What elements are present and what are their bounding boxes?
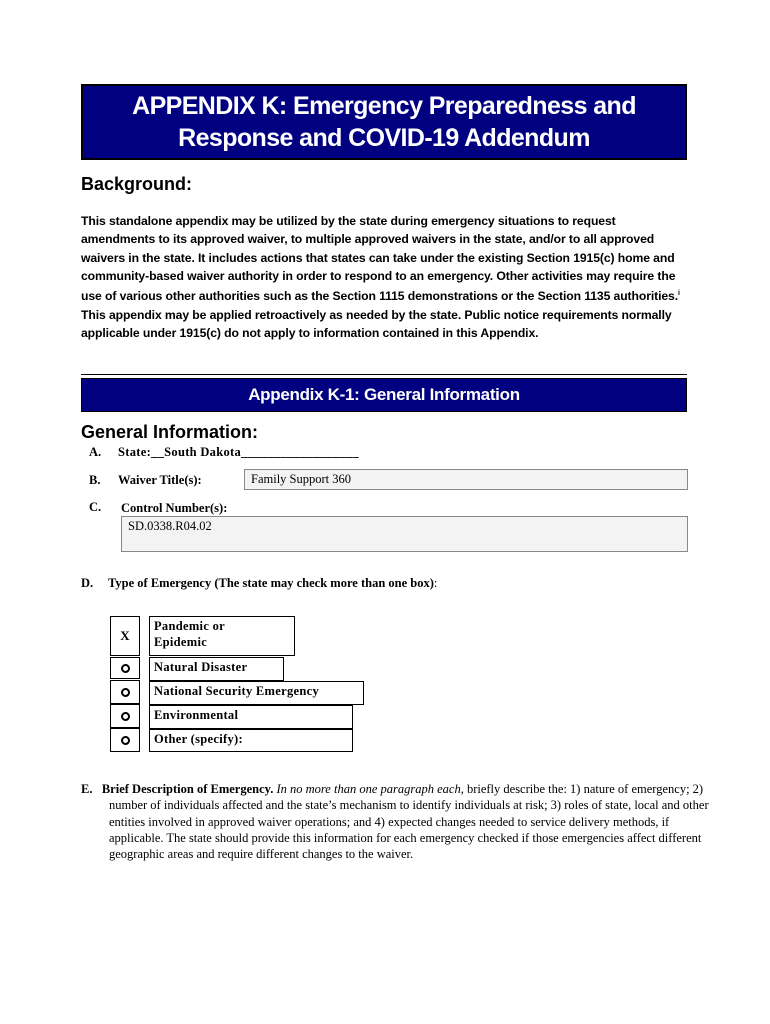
footnote-mark[interactable]: i bbox=[678, 290, 680, 298]
checkbox-natural-disaster[interactable] bbox=[110, 657, 140, 679]
brief-description-italic: In no more than one paragraph each bbox=[276, 782, 461, 796]
brief-description-section bbox=[81, 781, 714, 862]
control-number-label: Control Number(s): bbox=[121, 501, 228, 515]
title-line-1: APPENDIX K: Emergency Preparedness and bbox=[132, 92, 636, 120]
emergency-type-label-bold: Type of Emergency (The state may check more than one box) bbox=[108, 576, 434, 590]
label-other: Other (specify): bbox=[149, 729, 353, 752]
state-label: State:__South Dakota__________________ bbox=[118, 445, 359, 459]
waiver-title-label: Waiver Title(s): bbox=[118, 473, 202, 487]
background-heading: Background: bbox=[81, 174, 193, 194]
label-pandemic bbox=[149, 616, 295, 656]
label-pandemic-line2: Epidemic bbox=[154, 635, 208, 649]
section-divider bbox=[81, 374, 687, 375]
circle-icon bbox=[121, 736, 130, 745]
circle-icon bbox=[121, 712, 130, 721]
checkbox-national-security[interactable] bbox=[110, 680, 140, 704]
appendix-k-title bbox=[132, 90, 636, 154]
appendix-k-header bbox=[81, 84, 687, 160]
label-national-security: National Security Emergency bbox=[149, 681, 364, 705]
item-e-letter: E. bbox=[81, 782, 93, 796]
item-b-letter: B. bbox=[89, 473, 101, 487]
checkbox-pandemic[interactable] bbox=[110, 616, 140, 656]
brief-description-label: Brief Description of Emergency. bbox=[101, 782, 274, 796]
brief-description-text: , briefly describe the: 1) nature of emergency; 2) number of individuals affected and the state’s mechanism to identify individuals at risk; 3) roles of state, local and other entities involved in approved waiver operations; and 4) expected changes needed to service delivery methods, if applicable. The state should provide this information for each emergency checked if those emergencies affect different geographic areas and require different changes to the waiver. bbox=[109, 782, 709, 862]
title-line-2: Response and COVID-19 Addendum bbox=[178, 124, 590, 152]
circle-icon bbox=[121, 664, 130, 673]
emergency-type-label bbox=[108, 576, 437, 591]
item-a-letter: A. bbox=[89, 445, 102, 459]
waiver-title-field[interactable]: Family Support 360 bbox=[244, 469, 688, 490]
control-number-field[interactable]: SD.0338.R04.02 bbox=[121, 516, 688, 552]
label-pandemic-line1: Pandemic or bbox=[154, 619, 225, 633]
checkbox-other[interactable] bbox=[110, 728, 140, 752]
item-c-letter: C. bbox=[89, 500, 102, 514]
label-natural-disaster: Natural Disaster bbox=[149, 657, 284, 681]
background-text-1: This standalone appendix may be utilized by the state during emergency situations to request amendments to its approved waiver, to multiple approved waivers in the state, and/or to all approved waivers in the state. It includes actions that states can take under the existing Section 1915(c) home and community-based waiver authority in order to respond to an emergency. Other activities may require the use of various other authorities such as the Section 1115 demonstrations or the Section 1135 authorities. bbox=[81, 214, 679, 304]
general-info-heading: General Information: bbox=[81, 422, 259, 442]
checkbox-pandemic-mark: X bbox=[120, 628, 130, 643]
section-k1-header bbox=[81, 378, 687, 412]
background-paragraph bbox=[81, 212, 681, 342]
background-text-2: This appendix may be applied retroactively as needed by the state. Public notice requirements normally applicable under 1915(c) do not apply to information contained in this Appendix. bbox=[81, 307, 672, 340]
section-k1-title: Appendix K-1: General Information bbox=[248, 385, 520, 404]
label-environmental: Environmental bbox=[149, 705, 353, 729]
item-d-letter: D. bbox=[81, 576, 94, 590]
emergency-type-label-tail: : bbox=[433, 576, 438, 590]
circle-icon bbox=[121, 688, 130, 697]
checkbox-environmental[interactable] bbox=[110, 704, 140, 728]
